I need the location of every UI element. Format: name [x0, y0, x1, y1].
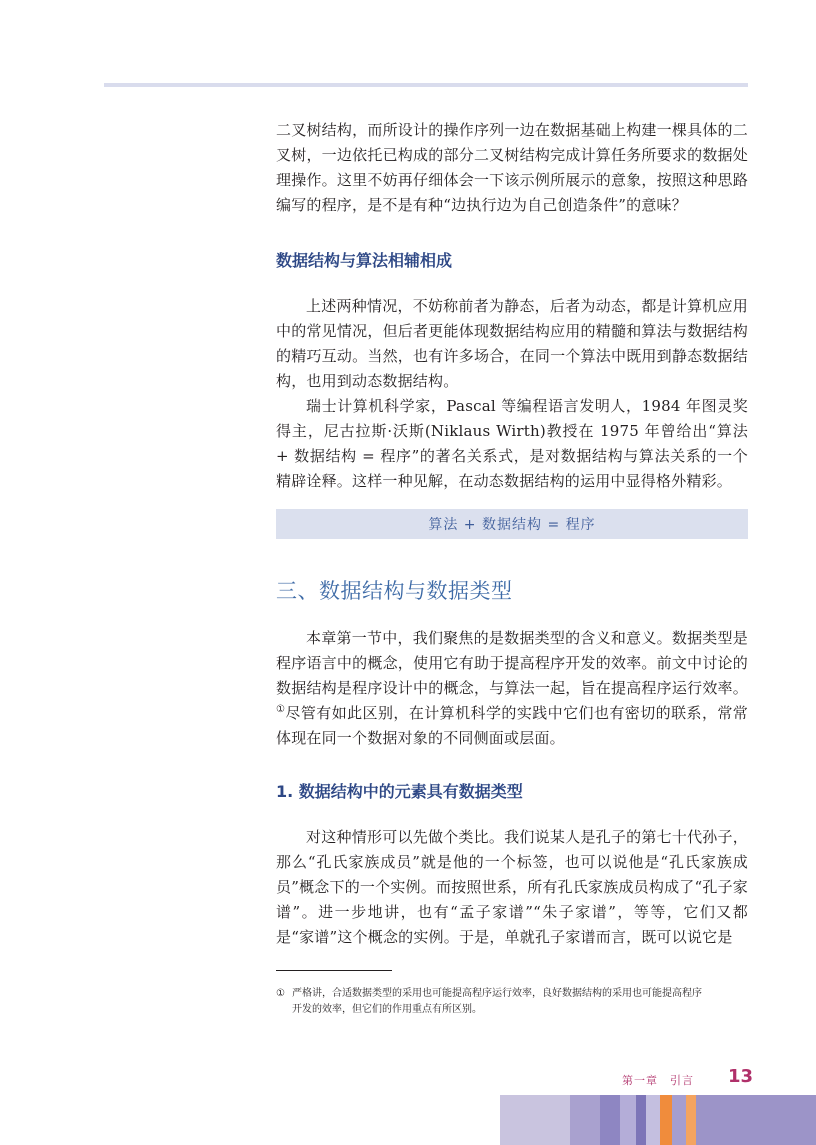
body-text: 对这种情形可以先做个类比。我们说某人是孔子的第七十代孙子，那么“孔氏家族成员”就是他的一个标签，也可以说他是“孔氏家族成员”概念下的一个实例。而按照世系，所有孔氏家族成员构成了“孔子家谱”。进一步地讲，也有“孟子家谱”“朱子家谱”，等等，它们又都是“家谱”这个概念的实例。于是，单就孔子家谱而言，既可以说它是	[276, 828, 748, 946]
decorative-stripes	[500, 1095, 816, 1145]
subheading-elements: 1. 数据结构中的元素具有数据类型	[276, 782, 523, 801]
stripe	[570, 1095, 600, 1145]
page-number: 13	[728, 1066, 754, 1087]
body-text: 二叉树结构，而所设计的操作序列一边在数据基础上构建一棵具体的二叉树，一边依托已构成的部分二叉树结构完成计算任务所要求的数据处理操作。这里不妨再仔细体会一下该示例所展示的意象，按照这种思路编写的程序，是不是有种“边执行边为自己创造条件”的意味？	[276, 121, 748, 214]
stripe	[686, 1095, 696, 1145]
footnote-ref[interactable]: ①	[276, 704, 286, 715]
footnote-rule	[276, 970, 392, 971]
footnote-text: 开发的效率，但它们的作用重点有所区别。	[292, 1004, 482, 1015]
paragraph-analogy	[276, 825, 748, 950]
body-text	[276, 626, 748, 751]
running-head: 第一章 引言	[622, 1074, 694, 1087]
paragraph-block-mid	[276, 294, 748, 494]
paragraph-section	[276, 626, 748, 751]
stripe	[620, 1095, 636, 1145]
stripe	[636, 1095, 646, 1145]
subheading-algorithm: 数据结构与算法相辅相成	[276, 251, 453, 270]
paragraph-intro	[276, 118, 748, 218]
stripe	[660, 1095, 672, 1145]
stripe	[672, 1095, 686, 1145]
footnote	[276, 986, 748, 1018]
stripe	[500, 1095, 570, 1145]
stripe	[696, 1095, 816, 1145]
footnote-mark: ①	[276, 988, 285, 999]
stripe	[646, 1095, 660, 1145]
footnote-text: 严格讲，合适数据类型的采用也可能提高程序运行效率，良好数据结构的采用也可能提高程序	[292, 988, 702, 999]
header-rule	[104, 83, 748, 87]
body-text-part: 本章第一节中，我们聚焦的是数据类型的含义和意义。数据类型是程序语言中的概念，使用它有助于提高程序开发的效率。前文中讨论的数据结构是程序设计中的概念，与算法一起，旨在提高程序运行效率。	[276, 629, 748, 697]
body-text: 上述两种情况，不妨称前者为静态，后者为动态，都是计算机应用中的常见情况，但后者更能体现数据结构应用的精髓和算法与数据结构的精巧互动。当然，也有许多场合，在同一个算法中既用到静态数据结构，也用到动态数据结构。	[276, 297, 748, 390]
body-text: 瑞士计算机科学家，Pascal 等编程语言发明人，1984 年图灵奖得主，尼古拉斯·沃斯(Niklaus Wirth)教授在 1975 年曾给出“算法 + 数据结构 = 程序”的著名关系式，是对数据结构与算法关系的一个精辟诠释。这样一种见解，在动态数据结构的运用中显得格外精彩。	[276, 397, 748, 490]
formula-box: 算法 + 数据结构 = 程序	[276, 509, 748, 539]
body-text-part: 尽管有如此区别，在计算机科学的实践中它们也有密切的联系，常常体现在同一个数据对象的不同侧面或层面。	[276, 704, 748, 747]
section-heading: 三、数据结构与数据类型	[276, 579, 513, 603]
stripe	[600, 1095, 620, 1145]
